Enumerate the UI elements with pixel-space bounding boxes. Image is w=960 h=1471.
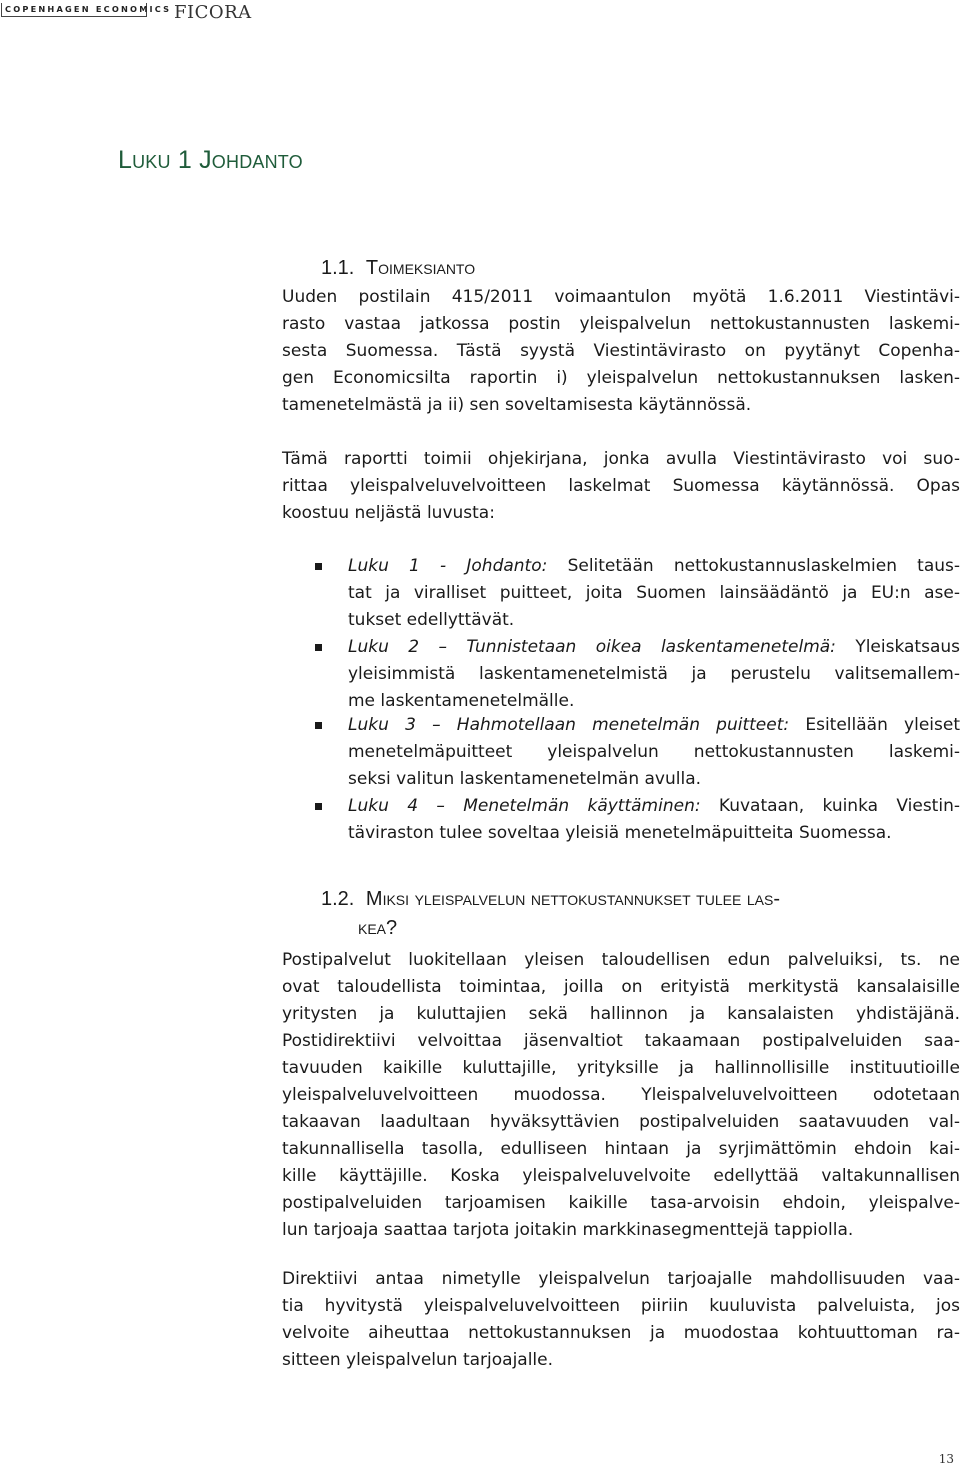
text-line: Selitetään nettokustannuslaskelmien taus- bbox=[567, 556, 960, 576]
text-line: yleispalveluvelvoitteen muodossa. Yleispalveluvelvoitteen odotetaan bbox=[282, 1085, 960, 1105]
section-title: Miksi yleispalvelun nettokustannukset tulee las- bbox=[365, 888, 780, 910]
text-line: Uuden postilain 415/2011 voimaantulon myötä 1.6.2011 Viestintävi- bbox=[282, 287, 960, 307]
copenhagen-economics-logo: COPENHAGEN ECONOMICS bbox=[1, 3, 147, 17]
text-line: koostuu neljästä luvusta: bbox=[282, 503, 495, 523]
text-line: kille käyttäjille. Koska yleispalveluvelvoite edellyttää valtakunnallisen bbox=[282, 1166, 960, 1186]
text-line: rasto vastaa jatkossa postin yleispalvelun nettokustannusten laskemi- bbox=[282, 314, 960, 334]
list-item-text bbox=[348, 634, 960, 715]
text-line: tukset edellyttävät. bbox=[348, 610, 515, 630]
text-line: me laskentamenetelmälle. bbox=[348, 691, 575, 711]
section-heading-1-1 bbox=[321, 257, 475, 280]
text-line: seksi valitun laskentamenetelmän avulla. bbox=[348, 769, 702, 789]
bullet-icon bbox=[315, 644, 322, 651]
text-line: sitteen yleispalvelun tarjoajalle. bbox=[282, 1350, 554, 1370]
list-item-text bbox=[348, 793, 960, 847]
text-line: takunnallisella tasolla, edulliseen hintaan ja syrjimättömin ehdoin kai- bbox=[282, 1139, 960, 1159]
text-line: tia hyvitystä yleispalveluvelvoitteen piiriin kuuluvista palveluista, jos bbox=[282, 1296, 960, 1316]
text-line: takaavan laadultaan hyväksyttävien postipalveluiden saatavuuden val- bbox=[282, 1112, 960, 1132]
text-line: lun tarjoaja saattaa tarjota joitakin markkinasegmenttejä tappiolla. bbox=[282, 1220, 854, 1240]
section-title: kea? bbox=[358, 917, 398, 939]
text-line: Direktiivi antaa nimetylle yleispalvelun tarjoajalle mahdollisuuden vaa- bbox=[282, 1269, 960, 1289]
text-line: ovat taloudellista toimintaa, joilla on erityistä merkitystä kansalaisille bbox=[282, 977, 960, 997]
bullet-icon bbox=[315, 803, 322, 810]
list-item-text bbox=[348, 553, 960, 634]
text-line: Postidirektiivi velvoittaa jäsenvaltiot takaamaan postipalveluiden saa- bbox=[282, 1031, 960, 1051]
list-item-lead: Luku 2 – Tunnistetaan oikea laskentamenetelmä: bbox=[348, 637, 836, 657]
section-1-2-paragraph-1 bbox=[282, 947, 960, 1244]
section-title: Toimeksianto bbox=[365, 257, 476, 279]
text-line: postipalveluiden tarjoamisen kaikille tasa-arvoisin ehdoin, yleispalve- bbox=[282, 1193, 960, 1213]
bullet-icon bbox=[315, 722, 322, 729]
text-line: rittaa yleispalveluvelvoitteen laskelmat Suomessa käytännössä. Opas bbox=[282, 476, 960, 496]
page-number: 13 bbox=[938, 1452, 954, 1466]
text-line: Tämä raportti toimii ohjekirjana, jonka avulla Viestintävirasto voi suo- bbox=[282, 449, 960, 469]
section-heading-1-2-cont bbox=[358, 917, 397, 940]
section-heading-1-2 bbox=[321, 888, 780, 911]
list-item-lead: Luku 4 – Menetelmän käyttäminen: bbox=[348, 796, 701, 816]
section-1-2-paragraph-2 bbox=[282, 1266, 960, 1374]
list-item-lead: Luku 3 – Hahmotellaan menetelmän puitteet: bbox=[348, 715, 790, 735]
text-line: velvoite aiheuttaa nettokustannuksen ja muodostaa kohtuuttoman ra- bbox=[282, 1323, 960, 1343]
list-item-lead: Luku 1 - Johdanto: bbox=[348, 556, 548, 576]
section-number: 1.1. bbox=[321, 257, 355, 279]
list-item-text bbox=[348, 712, 960, 793]
text-line: Postipalvelut luokitellaan yleisen taloudellisen edun palveluiksi, ts. ne bbox=[282, 950, 960, 970]
text-line: Yleiskatsaus bbox=[855, 637, 960, 657]
text-line: sesta Suomessa. Tästä syystä Viestintävirasto on pyytänyt Copenha- bbox=[282, 341, 960, 361]
section-1-1-paragraph-1 bbox=[282, 284, 960, 419]
text-line: gen Economicsilta raportin i) yleispalvelun nettokustannuksen lasken- bbox=[282, 368, 960, 388]
text-line: tamenetelmästä ja ii) sen soveltamisesta käytännössä. bbox=[282, 395, 752, 415]
text-line: tat ja viralliset puitteet, joita Suomen lainsäädäntö ja EU:n ase- bbox=[348, 583, 960, 603]
text-line: Kuvataan, kuinka Viestin- bbox=[718, 796, 960, 816]
text-line: tavuuden kaikille kuluttajille, yrityksille ja hallinnollisille instituutioille bbox=[282, 1058, 960, 1078]
text-line: Esitellään yleiset bbox=[805, 715, 960, 735]
bullet-icon bbox=[315, 563, 322, 570]
text-line: yritysten ja kuluttajien sekä hallinnon ja kansalaisten yhdistäjänä. bbox=[282, 1004, 960, 1024]
text-line: menetelmäpuitteet yleispalvelun nettokustannusten laskemi- bbox=[348, 742, 960, 762]
section-number: 1.2. bbox=[321, 888, 355, 910]
section-1-1-paragraph-2 bbox=[282, 446, 960, 527]
ficora-logo: FICORA bbox=[174, 2, 252, 23]
text-line: yleisimmistä laskentamenetelmistä ja perustelu valitsemallem- bbox=[348, 664, 960, 684]
chapter-title: Luku 1 Johdanto bbox=[118, 146, 303, 174]
text-line: täviraston tulee soveltaa yleisiä menetelmäpuitteita Suomessa. bbox=[348, 823, 892, 843]
